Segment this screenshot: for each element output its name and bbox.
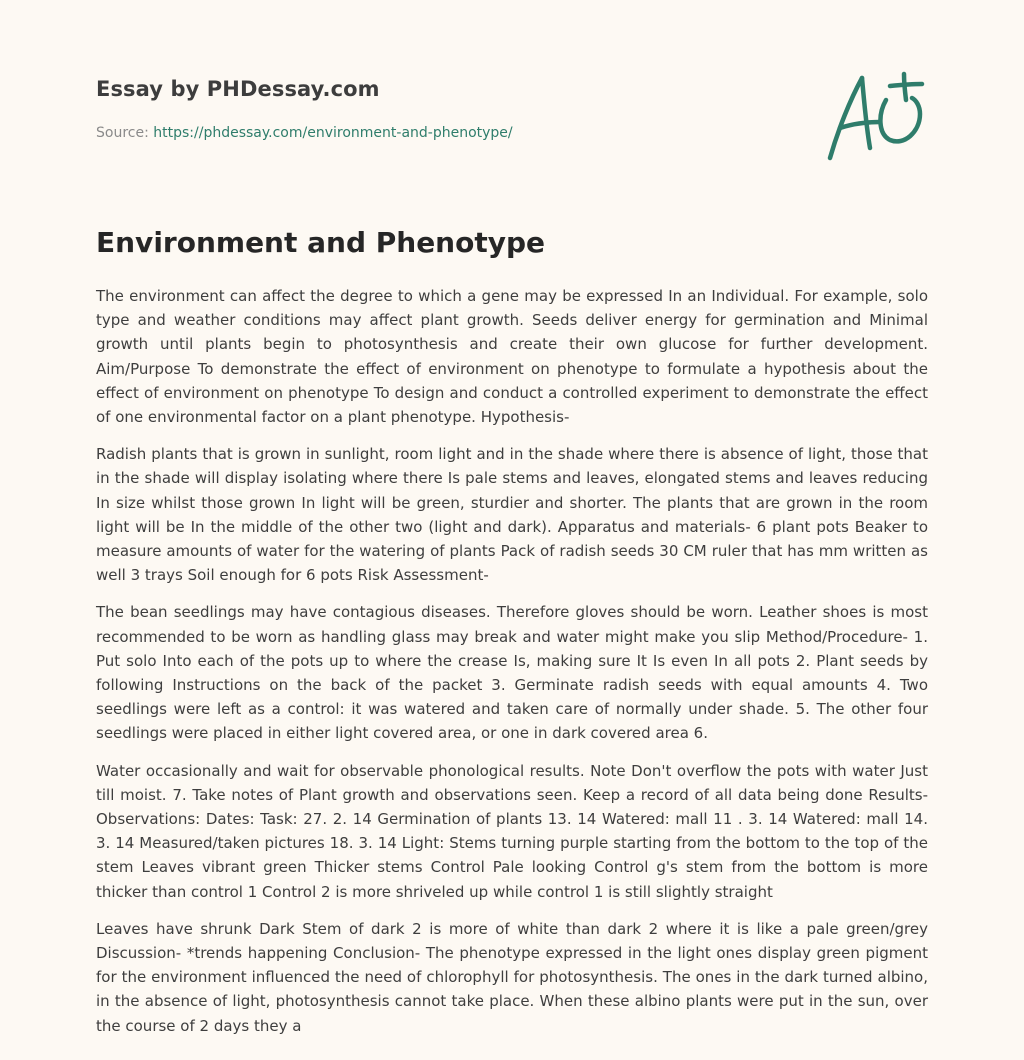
essay-paragraph: The bean seedlings may have contagious diseases. Therefore gloves should be worn. Leather shoes is most recommended to be worn as handling glass may break and water might make you slip Method/Procedure- 1. Put solo Into each of the pots up to where the crease Is, making sure It Is even In all pots 2. Plant seeds by following Instructions on the back of the packet 3. Germinate radish seeds with equal amounts 4. Two seedlings were left as a control: it was watered and taken care of normally under shade. 5. The other four seedlings were placed in either light covered area, or one in dark covered area 6. bbox=[96, 603, 928, 743]
logo-a-right-stroke bbox=[862, 78, 870, 148]
source-label: Source: bbox=[96, 125, 149, 141]
source-line bbox=[96, 125, 513, 141]
logo-plus-horizontal bbox=[890, 84, 922, 86]
logo-a-left-stroke bbox=[830, 78, 862, 158]
logo-swoosh bbox=[880, 98, 920, 141]
essay-paragraph: The environment can affect the degree to which a gene may be expressed In an Individual. For example, solo type and weather conditions may affect plant growth. Seeds deliver energy for germination and Minimal growth until plants begin to photosynthesis and create their own glucose for further development. Aim/Purpose To demonstrate the effect of environment on phenotype to formulate a hypothesis about the effect of environment on phenotype To design and conduct a controlled experiment to demonstrate the effect of one environmental factor on a plant phenotype. Hypothesis- bbox=[96, 287, 928, 427]
essay-body bbox=[96, 284, 928, 1051]
site-brand: Essay by PHDessay.com bbox=[96, 77, 380, 101]
essay-paragraph: Radish plants that is grown in sunlight, room light and in the shade where there is absence of light, those that in the shade will display isolating where there Is pale stems and leaves, elongated stems and leaves reducing In size whilst those grown In light will be green, sturdier and shorter. The plants that are grown in the room light will be In the middle of the other two (light and dark). Apparatus and materials- 6 plant pots Beaker to measure amounts of water for the watering of plants Pack of radish seeds 30 CM ruler that has mm written as well 3 trays Soil enough for 6 pots Risk Assessment- bbox=[96, 445, 928, 585]
source-link[interactable]: https://phdessay.com/environment-and-phenotype/ bbox=[153, 125, 513, 141]
essay-title: Environment and Phenotype bbox=[96, 226, 546, 259]
essay-paragraph: Water occasionally and wait for observable phonological results. Note Don't overflow the pots with water Just till moist. 7. Take notes of Plant growth and observations seen. Keep a record of all data being done Results- Observations: Dates: Task: 27. 2. 14 Germination of plants 13. 14 Watered: mall 11 . 3. 14 Watered: mall 14. 3. 14 Measured/taken pictures 18. 3. 14 Light: Stems turning purple starting from the bottom to the top of the stem Leaves vibrant green Thicker stems Control Pale looking Control g's stem from the bottom is more thicker than control 1 Control 2 is more shriveled up while control 1 is still slightly straight bbox=[96, 761, 928, 901]
a-plus-logo-strokes bbox=[830, 74, 922, 158]
a-plus-logo-icon bbox=[826, 70, 926, 165]
essay-paragraph: Leaves have shrunk Dark Stem of dark 2 is more of white than dark 2 where it is like a pale green/grey Discussion- *trends happening Conclusion- The phenotype expressed in the light ones display green pigment for the environment influenced the need of chlorophyll for photosynthesis. The ones in the dark turned albino, in the absence of light, photosynthesis cannot take place. When these albino plants were put in the sun, over the course of 2 days they a bbox=[96, 919, 928, 1035]
logo-a-crossbar bbox=[840, 122, 880, 128]
